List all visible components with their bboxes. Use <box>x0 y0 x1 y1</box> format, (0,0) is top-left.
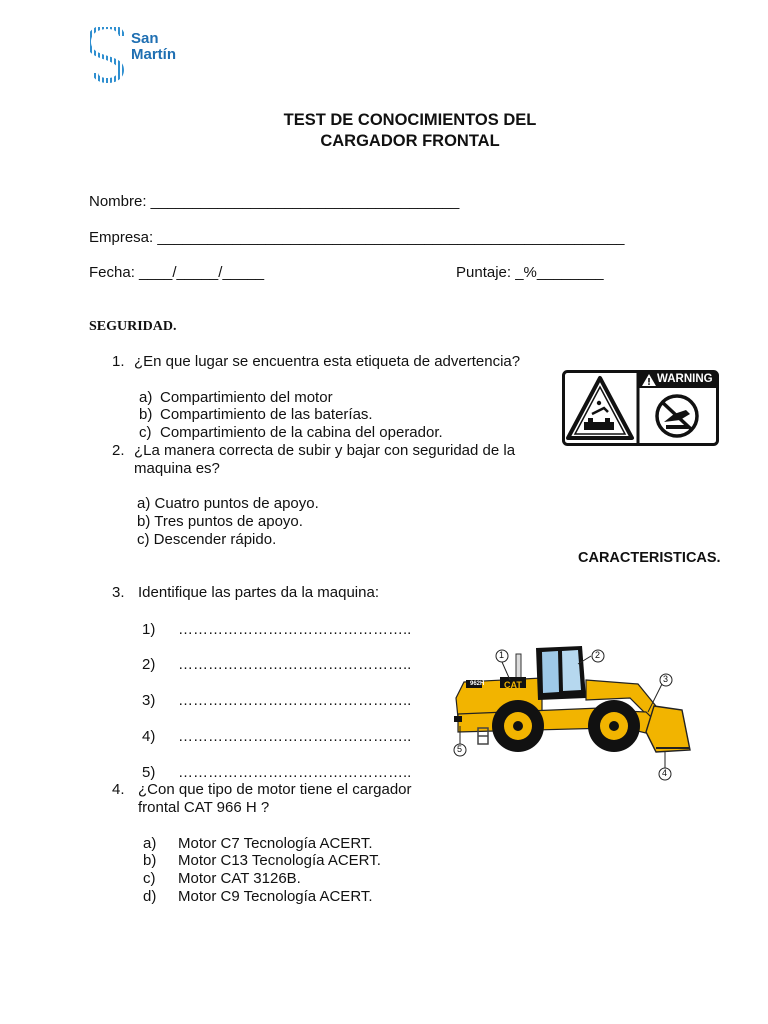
warning-alert-icon <box>642 374 656 386</box>
blank-number: 5) <box>142 764 156 781</box>
option-letter: b) <box>139 406 153 423</box>
section-heading-caracteristicas: CARACTERISTICAS. <box>578 550 721 566</box>
no-touch-prohibition-icon <box>657 396 697 436</box>
q1-option-b[interactable]: Compartimiento de las baterías. <box>160 406 373 423</box>
company-logo <box>88 27 188 85</box>
option-letter: d) <box>143 888 157 905</box>
blank-number: 1) <box>142 621 156 638</box>
loader-brand-text: CAT <box>504 680 522 690</box>
question-4-text-line1: ¿Con que tipo de motor tiene el cargador <box>138 781 412 798</box>
warning-label-text: WARNING <box>657 373 713 385</box>
q4-option-b[interactable]: Motor C13 Tecnología ACERT. <box>178 852 381 869</box>
question-2-text-line1: ¿La manera correcta de subir y bajar con seguridad de la <box>134 442 516 459</box>
callout-2: 2 <box>595 650 601 660</box>
page-title-line1: TEST DE CONOCIMIENTOS DEL <box>283 111 537 129</box>
name-field[interactable]: Nombre: _____________________________________ <box>89 193 460 210</box>
blank-number: 2) <box>142 656 156 673</box>
q1-option-c[interactable]: Compartimiento de la cabina del operador. <box>160 424 443 441</box>
part-3-answer-blank[interactable]: ……………………………………….. <box>178 692 412 709</box>
question-3-text: Identifique las partes da la maquina: <box>138 584 379 601</box>
part-1-answer-blank[interactable]: ……………………………………….. <box>178 621 412 638</box>
q4-option-a[interactable]: Motor C7 Tecnología ACERT. <box>178 835 373 852</box>
callout-1: 1 <box>499 650 505 660</box>
part-4-answer-blank[interactable]: ……………………………………….. <box>178 728 412 745</box>
san-martin-logo-icon <box>88 27 128 85</box>
logo-text-martin: Martín <box>131 46 176 63</box>
option-letter: a) <box>143 835 157 852</box>
section-heading-seguridad: SEGURIDAD. <box>89 319 177 334</box>
option-letter: c) <box>143 870 156 887</box>
part-5-answer-blank[interactable]: ……………………………………….. <box>178 764 412 781</box>
date-field[interactable]: Fecha: ____/_____/_____ <box>89 264 265 281</box>
option-letter: c) <box>139 424 152 441</box>
question-number: 3. <box>112 584 125 601</box>
wheel-loader-illustration <box>450 640 700 785</box>
q4-option-d[interactable]: Motor C9 Tecnología ACERT. <box>178 888 373 905</box>
blank-number: 3) <box>142 692 156 709</box>
company-field[interactable]: Empresa: ________________________________________________________ <box>89 229 625 246</box>
q2-option-a[interactable]: a) Cuatro puntos de apoyo. <box>137 495 319 512</box>
q2-option-b[interactable]: b) Tres puntos de apoyo. <box>137 513 303 530</box>
logo-text-san: San <box>131 30 159 47</box>
q2-option-c[interactable]: c) Descender rápido. <box>137 531 277 548</box>
warning-label <box>562 370 719 446</box>
q4-option-c[interactable]: Motor CAT 3126B. <box>178 870 301 887</box>
option-letter: a) <box>139 389 153 406</box>
part-2-answer-blank[interactable]: ……………………………………….. <box>178 656 412 673</box>
question-1-text: ¿En que lugar se encuentra esta etiqueta de advertencia? <box>134 353 521 370</box>
score-field[interactable]: Puntaje: _%________ <box>456 264 604 281</box>
callout-4: 4 <box>662 768 668 778</box>
callout-5: 5 <box>457 744 463 754</box>
question-number: 2. <box>112 442 125 459</box>
question-number: 1. <box>112 353 125 370</box>
q1-option-a[interactable]: Compartimiento del motor <box>160 389 333 406</box>
question-number: 4. <box>112 781 125 798</box>
question-2-text-line2: maquina es? <box>134 460 220 477</box>
loader-model-badge: 962H <box>470 681 485 687</box>
blank-number: 4) <box>142 728 156 745</box>
callout-3: 3 <box>663 674 669 684</box>
question-4-text-line2: frontal CAT 966 H ? <box>138 799 270 816</box>
option-letter: b) <box>143 852 157 869</box>
page-title-line2: CARGADOR FRONTAL <box>320 132 500 150</box>
